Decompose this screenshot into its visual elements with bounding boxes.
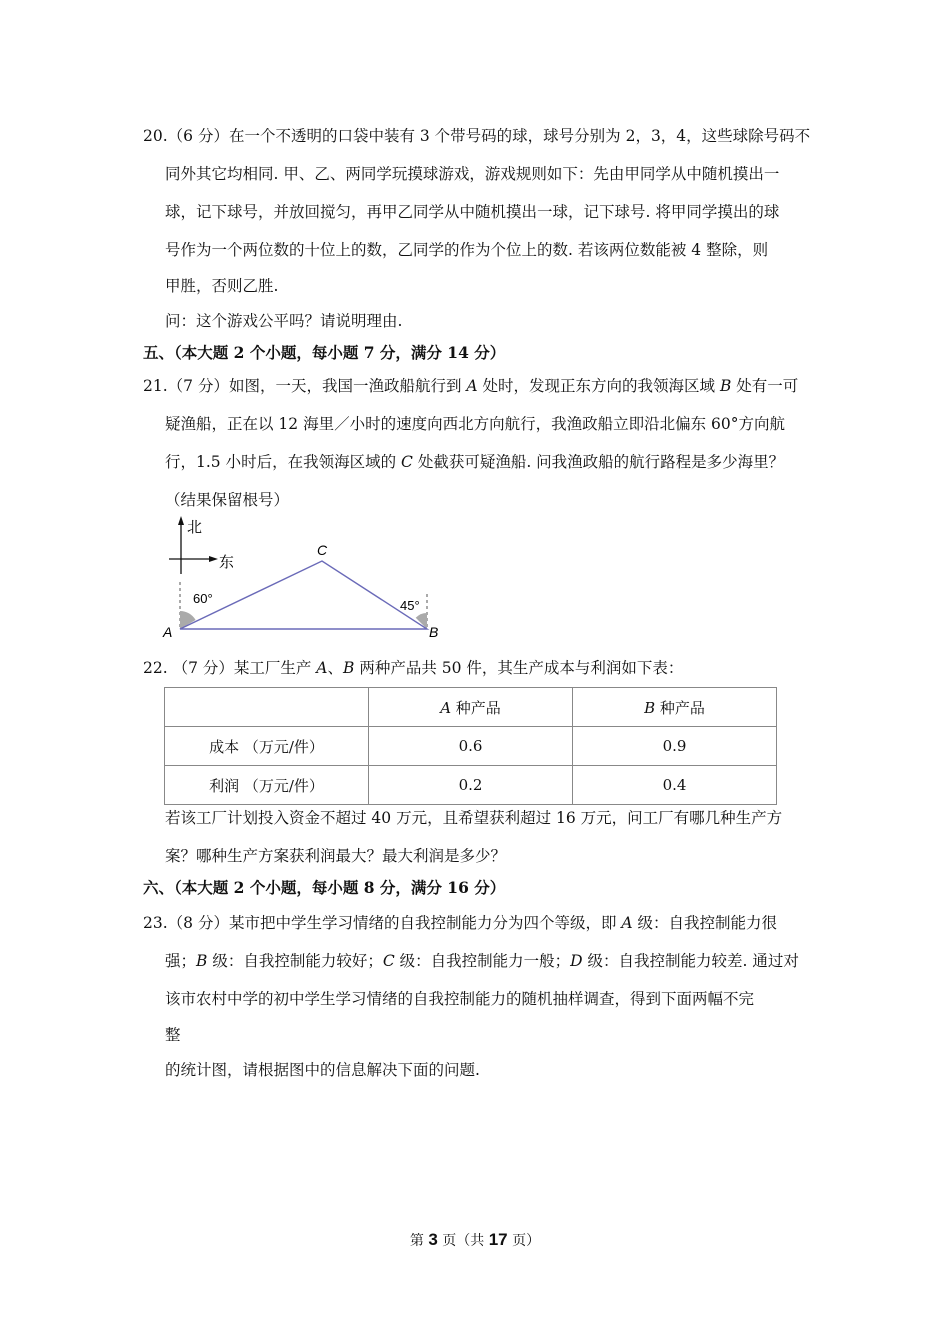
q23-text: 级：自我控制能力一般； [394, 952, 571, 970]
q21-text: 行，1.5 小时后，在我领海区域的 [165, 453, 402, 471]
q21-line-4: （结果保留根号） [165, 491, 290, 509]
east-arrow-icon [209, 556, 218, 562]
q20-line-2: 同外其它均相同. 甲、乙、两同学玩摸球游戏，游戏规则如下：先由甲同学从中随机摸出一 [165, 165, 780, 183]
table-row [165, 766, 777, 805]
cell-value: 0.4 [573, 766, 777, 805]
table-header-a [369, 688, 573, 727]
q21-line-3 [165, 452, 784, 472]
table-header-row [165, 688, 777, 727]
q22-text: 、 [327, 659, 344, 677]
q23-text: 强； [165, 952, 197, 970]
cost-profit-table [164, 687, 777, 805]
q22-text: 两种产品共 50 件，其生产成本与利润如下表： [354, 659, 684, 677]
table-header-b [573, 688, 777, 727]
q22-text: 22. （7 分）某工厂生产 [143, 659, 317, 677]
q20-line-5: 甲胜，否则乙胜. [165, 277, 279, 295]
q21-text: 处有一可 [731, 377, 799, 395]
point-b-label: B [429, 624, 439, 640]
q21-line-1 [143, 376, 798, 396]
var-b: B [719, 377, 732, 395]
var-a: A [621, 914, 633, 932]
q22-intro [143, 658, 683, 678]
footer-text: 页（共 [437, 1233, 489, 1249]
cell-value: 0.2 [369, 766, 573, 805]
q23-line-1 [143, 913, 777, 933]
q23-text: 级：自我控制能力很 [632, 914, 778, 932]
var-c: C [401, 453, 413, 471]
q20-line-4: 号作为一个两位数的十位上的数，乙同学的作为个位上的数. 若该两位数能被 4 整除，则 [165, 241, 769, 259]
q20-line-1: 20.（6 分）在一个不透明的口袋中装有 3 个带号码的球，球号分别为 2，3，4，这些球除号码不 [143, 127, 811, 145]
q23-line-3: 该市农村中学的初中学生学习情绪的自我控制能力的随机抽样调查，得到下面两幅不完 [165, 990, 755, 1008]
triangle-abc [180, 561, 427, 629]
q22-line-2: 案？哪种生产方案获利润最大？最大利润是多少？ [165, 847, 507, 865]
q23-text: 级：自我控制能力较差. 通过对 [582, 952, 799, 970]
angle-b-label: 45° [400, 598, 420, 613]
var-c: C [382, 952, 395, 970]
var-a: A [440, 698, 452, 717]
section-5-heading: 五、（本大题 2 个小题，每小题 7 分，满分 14 分） [143, 343, 506, 362]
point-a-label: A [163, 624, 173, 640]
cell-value: 0.6 [369, 727, 573, 766]
q21-line-2: 疑渔船，正在以 12 海里／小时的速度向西北方向航行，我渔政船立即沿北偏东 60°方向航 [165, 415, 785, 433]
q23-line-4: 整 [165, 1026, 181, 1044]
page-footer [0, 1230, 950, 1250]
q23-line-5: 的统计图，请根据图中的信息解决下面的问题. [165, 1061, 480, 1079]
q21-text: 21.（7 分）如图，一天，我国一渔政船航行到 [143, 377, 467, 395]
q23-text: 23.（8 分）某市把中学生学习情绪的自我控制能力分为四个等级，即 [143, 914, 622, 932]
q21-text: 处截获可疑渔船. 问我渔政船的航行路程是多少海里？ [412, 453, 785, 471]
section-6-heading: 六、（本大题 2 个小题，每小题 8 分，满分 16 分） [143, 878, 506, 897]
footer-text: 第 [409, 1233, 429, 1249]
navigation-figure [155, 512, 455, 642]
table-row [165, 727, 777, 766]
row-label: 成本 （万元/件） [165, 727, 369, 766]
angle-a-arc [180, 611, 196, 629]
var-b: B [343, 659, 355, 677]
q23-line-2 [165, 951, 799, 971]
q21-text: 处时，发现正东方向的我领海区域 [477, 377, 720, 395]
var-b: B [644, 698, 656, 717]
north-label: 北 [187, 519, 203, 536]
point-c-label: C [317, 542, 328, 558]
angle-b-arc [416, 613, 427, 629]
east-label: 东 [219, 554, 235, 571]
header-text: 种产品 [655, 698, 705, 717]
row-label: 利润 （万元/件） [165, 766, 369, 805]
q22-line-1: 若该工厂计划投入资金不超过 40 万元，且希望获利超过 16 万元，问工厂有哪几种生产方 [165, 809, 783, 827]
var-b: B [196, 952, 208, 970]
north-arrow-icon [178, 516, 184, 525]
footer-text: 页） [507, 1233, 541, 1249]
q20-line-6: 问：这个游戏公平吗？请说明理由. [165, 312, 403, 330]
q20-line-3: 球，记下球号，并放回搅匀，再甲乙同学从中随机摸出一球，记下球号. 将甲同学摸出的球 [165, 203, 780, 221]
total-pages: 17 [488, 1230, 508, 1249]
cell-value: 0.9 [573, 727, 777, 766]
var-d: D [570, 952, 583, 970]
angle-a-label: 60° [193, 591, 213, 606]
page-number: 3 [428, 1230, 438, 1249]
table-corner-cell [165, 688, 369, 727]
var-a: A [316, 659, 328, 677]
q23-text: 级：自我控制能力较好； [207, 952, 383, 970]
header-text: 种产品 [451, 698, 501, 717]
var-a: A [466, 377, 478, 395]
